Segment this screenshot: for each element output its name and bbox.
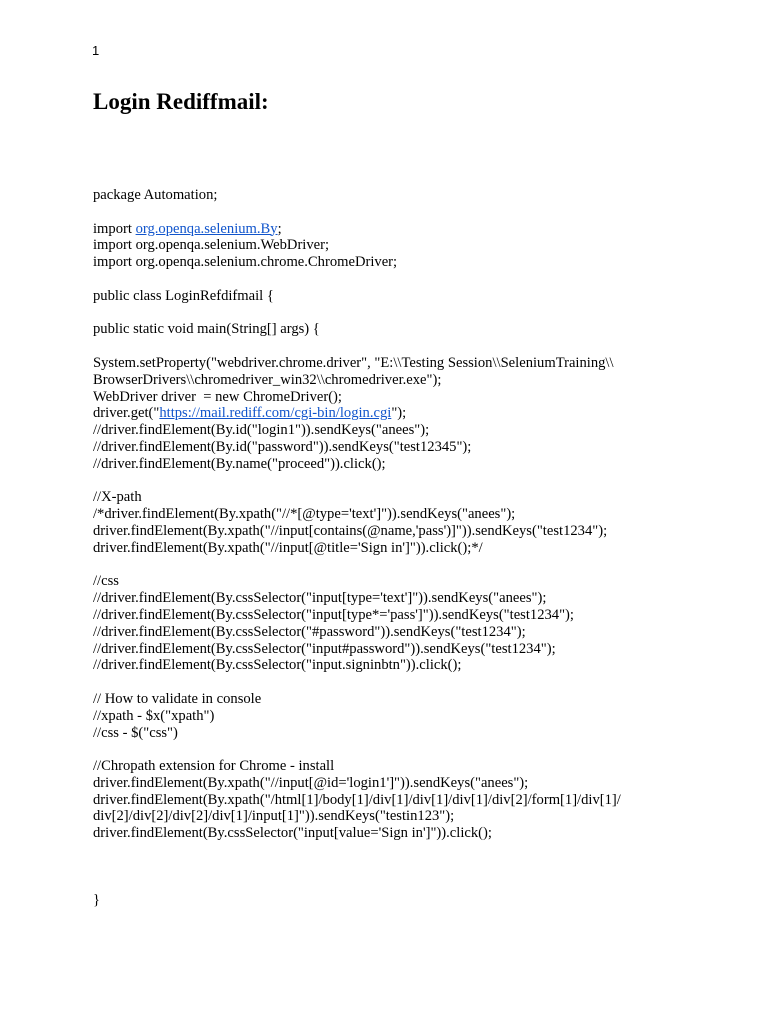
code-line: driver.findElement(By.xpath("//input[@title='Sign in']")).click();*/ bbox=[93, 539, 483, 556]
code-listing bbox=[93, 187, 733, 909]
code-line: driver.findElement(By.xpath("//input[contains(@name,'pass')]")).sendKeys("test1234"); bbox=[93, 522, 608, 539]
driver-get-line bbox=[93, 405, 733, 422]
code-line: div[2]/div[2]/div[2]/div[1]/input[1]")).sendKeys("testin123"); bbox=[93, 808, 455, 825]
import-semicolon: ; bbox=[277, 220, 282, 237]
class-declaration: public class LoginRefdifmail { bbox=[93, 287, 274, 304]
import-keyword: import bbox=[93, 220, 136, 237]
import-by-link[interactable]: org.openqa.selenium.By bbox=[135, 220, 278, 237]
set-property-line-2: BrowserDrivers\\chromedriver_win32\\chromedriver.exe"); bbox=[93, 371, 442, 388]
blank-line bbox=[93, 674, 733, 691]
code-line: /*driver.findElement(By.xpath("//*[@type='text']")).sendKeys("anees"); bbox=[93, 506, 516, 523]
blank-line bbox=[93, 338, 733, 355]
blank-line bbox=[93, 842, 733, 859]
blank-line bbox=[93, 557, 733, 574]
document-title: Login Rediffmail: bbox=[93, 89, 269, 114]
code-line: driver.findElement(By.xpath("/html[1]/body[1]/div[1]/div[1]/div[1]/div[2]/form[1]/div[1]/ bbox=[93, 791, 621, 808]
blank-line bbox=[93, 876, 733, 893]
blank-line bbox=[93, 271, 733, 288]
code-line: //driver.findElement(By.cssSelector("input[type*='pass']")).sendKeys("test1234"); bbox=[93, 606, 574, 623]
main-declaration: public static void main(String[] args) { bbox=[93, 321, 320, 338]
comment-id-login-line: //driver.findElement(By.id("login1")).sendKeys("anees"); bbox=[93, 422, 430, 439]
code-line: driver.findElement(By.xpath("//input[@id='login1']")).sendKeys("anees"); bbox=[93, 774, 529, 791]
validate-comment-line: // How to validate in console bbox=[93, 690, 262, 707]
comment-name-proceed-line: //driver.findElement(By.name("proceed")).click(); bbox=[93, 455, 386, 472]
code-line: //css - $("css") bbox=[93, 724, 178, 741]
xpath-comment-line: //X-path bbox=[93, 489, 142, 506]
set-property-line-1: System.setProperty("webdriver.chrome.driver", "E:\\Testing Session\\SeleniumTraining\\ bbox=[93, 354, 614, 371]
code-line: driver.findElement(By.cssSelector("input[value='Sign in']")).click(); bbox=[93, 825, 492, 842]
driver-get-prefix: driver.get(" bbox=[93, 405, 160, 422]
driver-get-suffix: "); bbox=[391, 405, 407, 422]
import-by-line bbox=[93, 221, 733, 238]
comment-id-password-line: //driver.findElement(By.id("password")).sendKeys("test12345"); bbox=[93, 438, 472, 455]
code-line: //driver.findElement(By.cssSelector("#password")).sendKeys("test1234"); bbox=[93, 623, 526, 640]
blank-line bbox=[93, 473, 733, 490]
package-line: package Automation; bbox=[93, 187, 218, 203]
import-webdriver-line: import org.openqa.selenium.WebDriver; bbox=[93, 237, 330, 254]
import-chromedriver-line: import org.openqa.selenium.chrome.ChromeDriver; bbox=[93, 254, 398, 271]
css-comment-line: //css bbox=[93, 573, 119, 590]
code-line: //xpath - $x("xpath") bbox=[93, 707, 215, 724]
page-number: 1 bbox=[92, 43, 100, 58]
code-line: //driver.findElement(By.cssSelector("input.signinbtn")).click(); bbox=[93, 657, 462, 674]
code-line: //driver.findElement(By.cssSelector("input[type='text']")).sendKeys("anees"); bbox=[93, 590, 547, 607]
code-line: //driver.findElement(By.cssSelector("input#password")).sendKeys("test1234"); bbox=[93, 640, 556, 657]
blank-line bbox=[93, 305, 733, 322]
closing-brace: } bbox=[93, 892, 101, 909]
driver-init-line: WebDriver driver = new ChromeDriver(); bbox=[93, 388, 342, 405]
login-url-link[interactable]: https://mail.rediff.com/cgi-bin/login.cgi bbox=[159, 405, 392, 422]
blank-line bbox=[93, 859, 733, 876]
blank-line bbox=[93, 204, 733, 221]
blank-line bbox=[93, 741, 733, 758]
chropath-comment-line: //Chropath extension for Chrome - install bbox=[93, 758, 335, 775]
